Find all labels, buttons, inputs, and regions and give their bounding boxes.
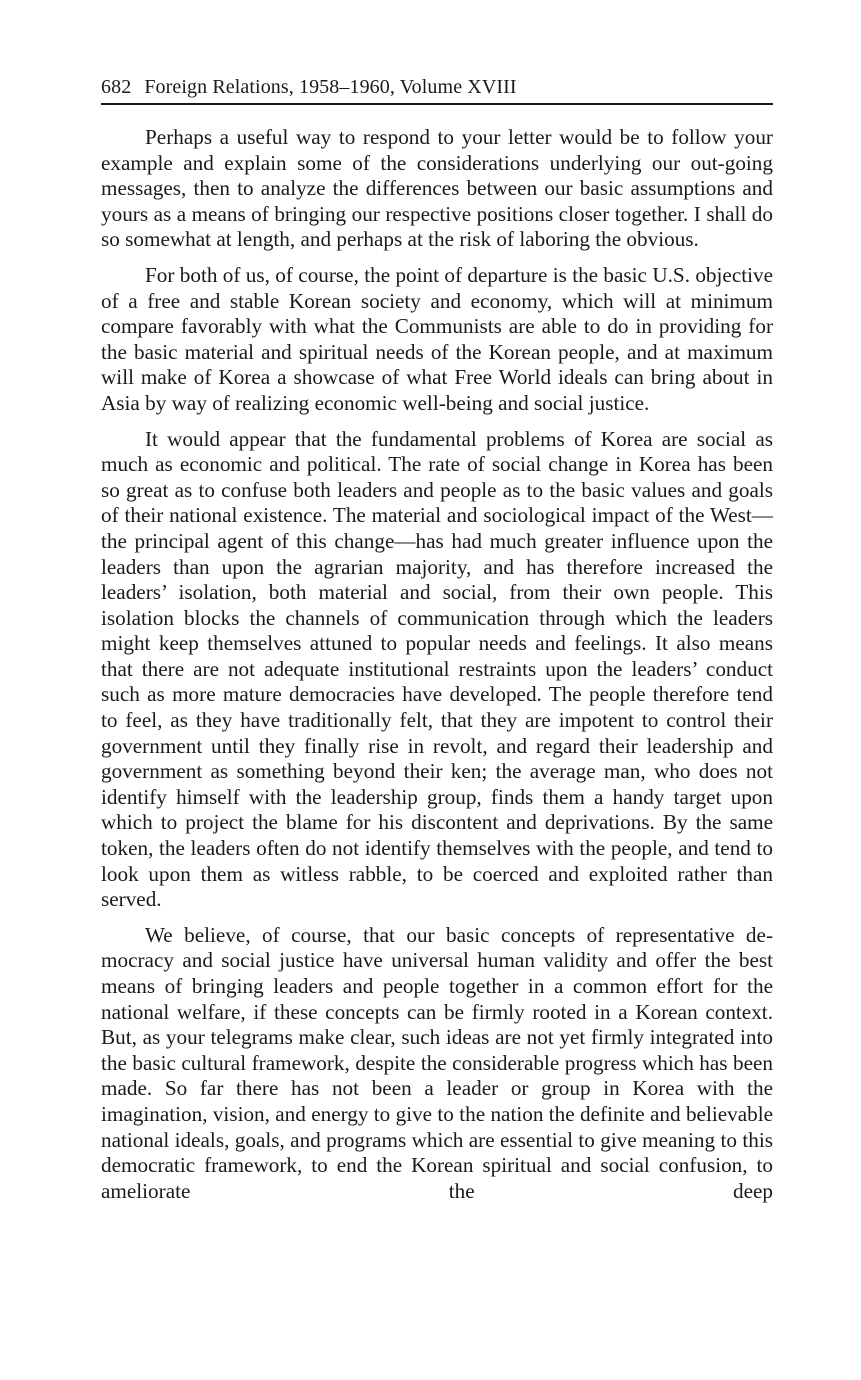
- running-title: Foreign Relations, 1958–1960, Volume XVIII: [144, 76, 517, 98]
- paragraph-4: We believe, of course, that our basic concepts of representative democracy and social justice have universal human validity and offer the best means of bringing leaders and people together in a common effort for the national welfare, if these concepts can be firmly rooted in a Korean context. But, as your telegrams make clear, such ideas are not yet firmly integrated into the basic cultural framework, despite the considerable progress which has been made. So far there has not been a leader or group in Korea with the imagination, vision, and energy to give to the nation the definite and believable national ideals, goals, and programs which are essential to give meaning to this democratic framework, to end the Korean spiritual and social confusion, to ameliorate the deep: [101, 922, 773, 1203]
- body-text: [101, 125, 773, 1204]
- running-header: [101, 72, 773, 105]
- paragraph-2: For both of us, of course, the point of departure is the basic U.S. objective of a free and stable Korean society and economy, which will at minimum compare favorably with what the Communists are able to do in providing for the basic material and spiritual needs of the Korean people, and at maximum will make of Korea a showcase of what Free World ideals can bring about in Asia by way of realizing economic well-being and social justice.: [101, 262, 773, 415]
- document-page: [101, 72, 773, 1214]
- paragraph-3: It would appear that the fundamental problems of Korea are social as much as economic and political. The rate of social change in Korea has been so great as to confuse both leaders and people as to the basic values and goals of their national existence. The material and sociological impact of the West—the principal agent of this change—has had much greater influence upon the leaders than upon the agrarian majority, and has therefore increased the leaders’ isolation, both material and social, from their own people. This isolation blocks the channels of communication through which the leaders might keep themselves attuned to popular needs and feelings. It also means that there are not adequate institutional restraints upon the leaders’ conduct such as more mature democracies have developed. The people therefore tend to feel, as they have traditionally felt, that they are impotent to control their government until they finally rise in revolt, and regard their leadership and government as something beyond their ken; the average man, who does not identify himself with the leadership group, finds them a handy target upon which to project the blame for his discontent and deprivations. By the same token, the leaders often do not identify themselves with the people, and tend to look upon them as witless rabble, to be coerced and exploited rather than served.: [101, 426, 773, 912]
- paragraph-1: Perhaps a useful way to respond to your letter would be to follow your example and explain some of the considerations underlying our out-going messages, then to analyze the differences between our basic assumptions and yours as a means of bringing our respective positions closer together. I shall do so somewhat at length, and perhaps at the risk of laboring the obvious.: [101, 125, 773, 252]
- page-number: 682: [101, 76, 132, 98]
